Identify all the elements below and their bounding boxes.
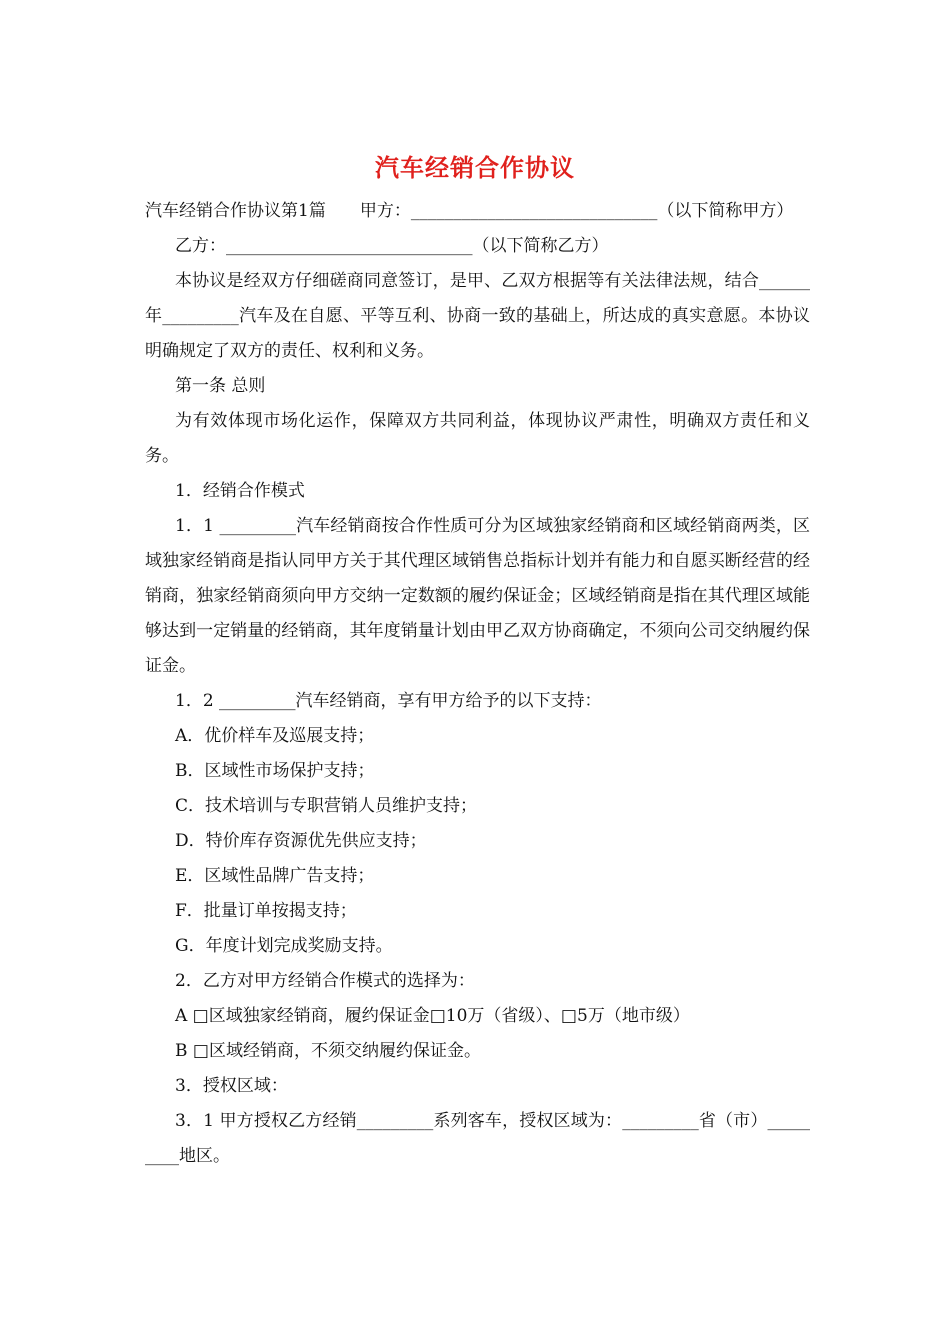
list-item-support-e: E．区域性品牌广告支持； (175, 866, 375, 886)
paragraph-preamble: 本协议是经双方仔细磋商同意签订，是甲、乙双方根据等有关法律法规，结合______年_________汽车及在自愿、平等互利、协商一致的基础上，所达成的真实意愿。本协议明确规定了双方的责任、权利和义务。 (145, 271, 810, 361)
list-item-support-c: C．技术培训与专职营销人员维护支持； (175, 796, 478, 816)
document-body (145, 194, 810, 1174)
list-item-support-g: G．年度计划完成奖励支持。 (175, 936, 393, 956)
paragraph-section-1-1: 1．1 _________汽车经销商按合作性质可分为区域独家经销商和区域经销商两类，区域独家经销商是指认同甲方关于其代理区域销售总指标计划并有能力和自愿买断经营的经销商，独家经销商须向甲方交纳一定数额的履约保证金；区域经销商是指在其代理区域能够达到一定销量的经销商，其年度销量计划由甲乙双方协商确定，不须向公司交纳履约保证金。 (145, 516, 810, 676)
paragraph-section-1-2: 1．2 _________汽车经销商，享有甲方给予的以下支持： (175, 691, 602, 711)
document-title: 汽车经销合作协议 (375, 153, 575, 182)
heading-section-1: 1．经销合作模式 (175, 481, 305, 501)
heading-article-1: 第一条 总则 (175, 376, 266, 396)
option-a-exclusive-dealer: A □区域独家经销商，履约保证金□10万（省级）、□5万（地市级） (175, 1006, 690, 1026)
heading-section-2: 2．乙方对甲方经销合作模式的选择为： (175, 971, 475, 991)
list-item-support-f: F．批量订单按揭支持； (175, 901, 357, 921)
paragraph-article-1-purpose: 为有效体现市场化运作，保障双方共同利益，体现协议严肃性，明确双方责任和义务。 (145, 411, 810, 466)
paragraph-party-b: 乙方：_____________________________（以下简称乙方） (175, 236, 609, 256)
heading-section-3: 3．授权区域： (175, 1076, 288, 1096)
list-item-support-d: D．特价库存资源优先供应支持； (175, 831, 427, 851)
option-b-regional-dealer: B □区域经销商，不须交纳履约保证金。 (175, 1041, 481, 1061)
paragraph-section-3-1: 3．1 甲方授权乙方经销_________系列客车，授权区域为：_________省（市）_________地区。 (145, 1111, 810, 1166)
list-item-support-b: B．区域性市场保护支持； (175, 761, 375, 781)
paragraph-intro-party-a: 汽车经销合作协议第1篇 甲方：_____________________________（以下简称甲方） (145, 201, 794, 221)
list-item-support-a: A．优价样车及巡展支持； (175, 726, 375, 746)
